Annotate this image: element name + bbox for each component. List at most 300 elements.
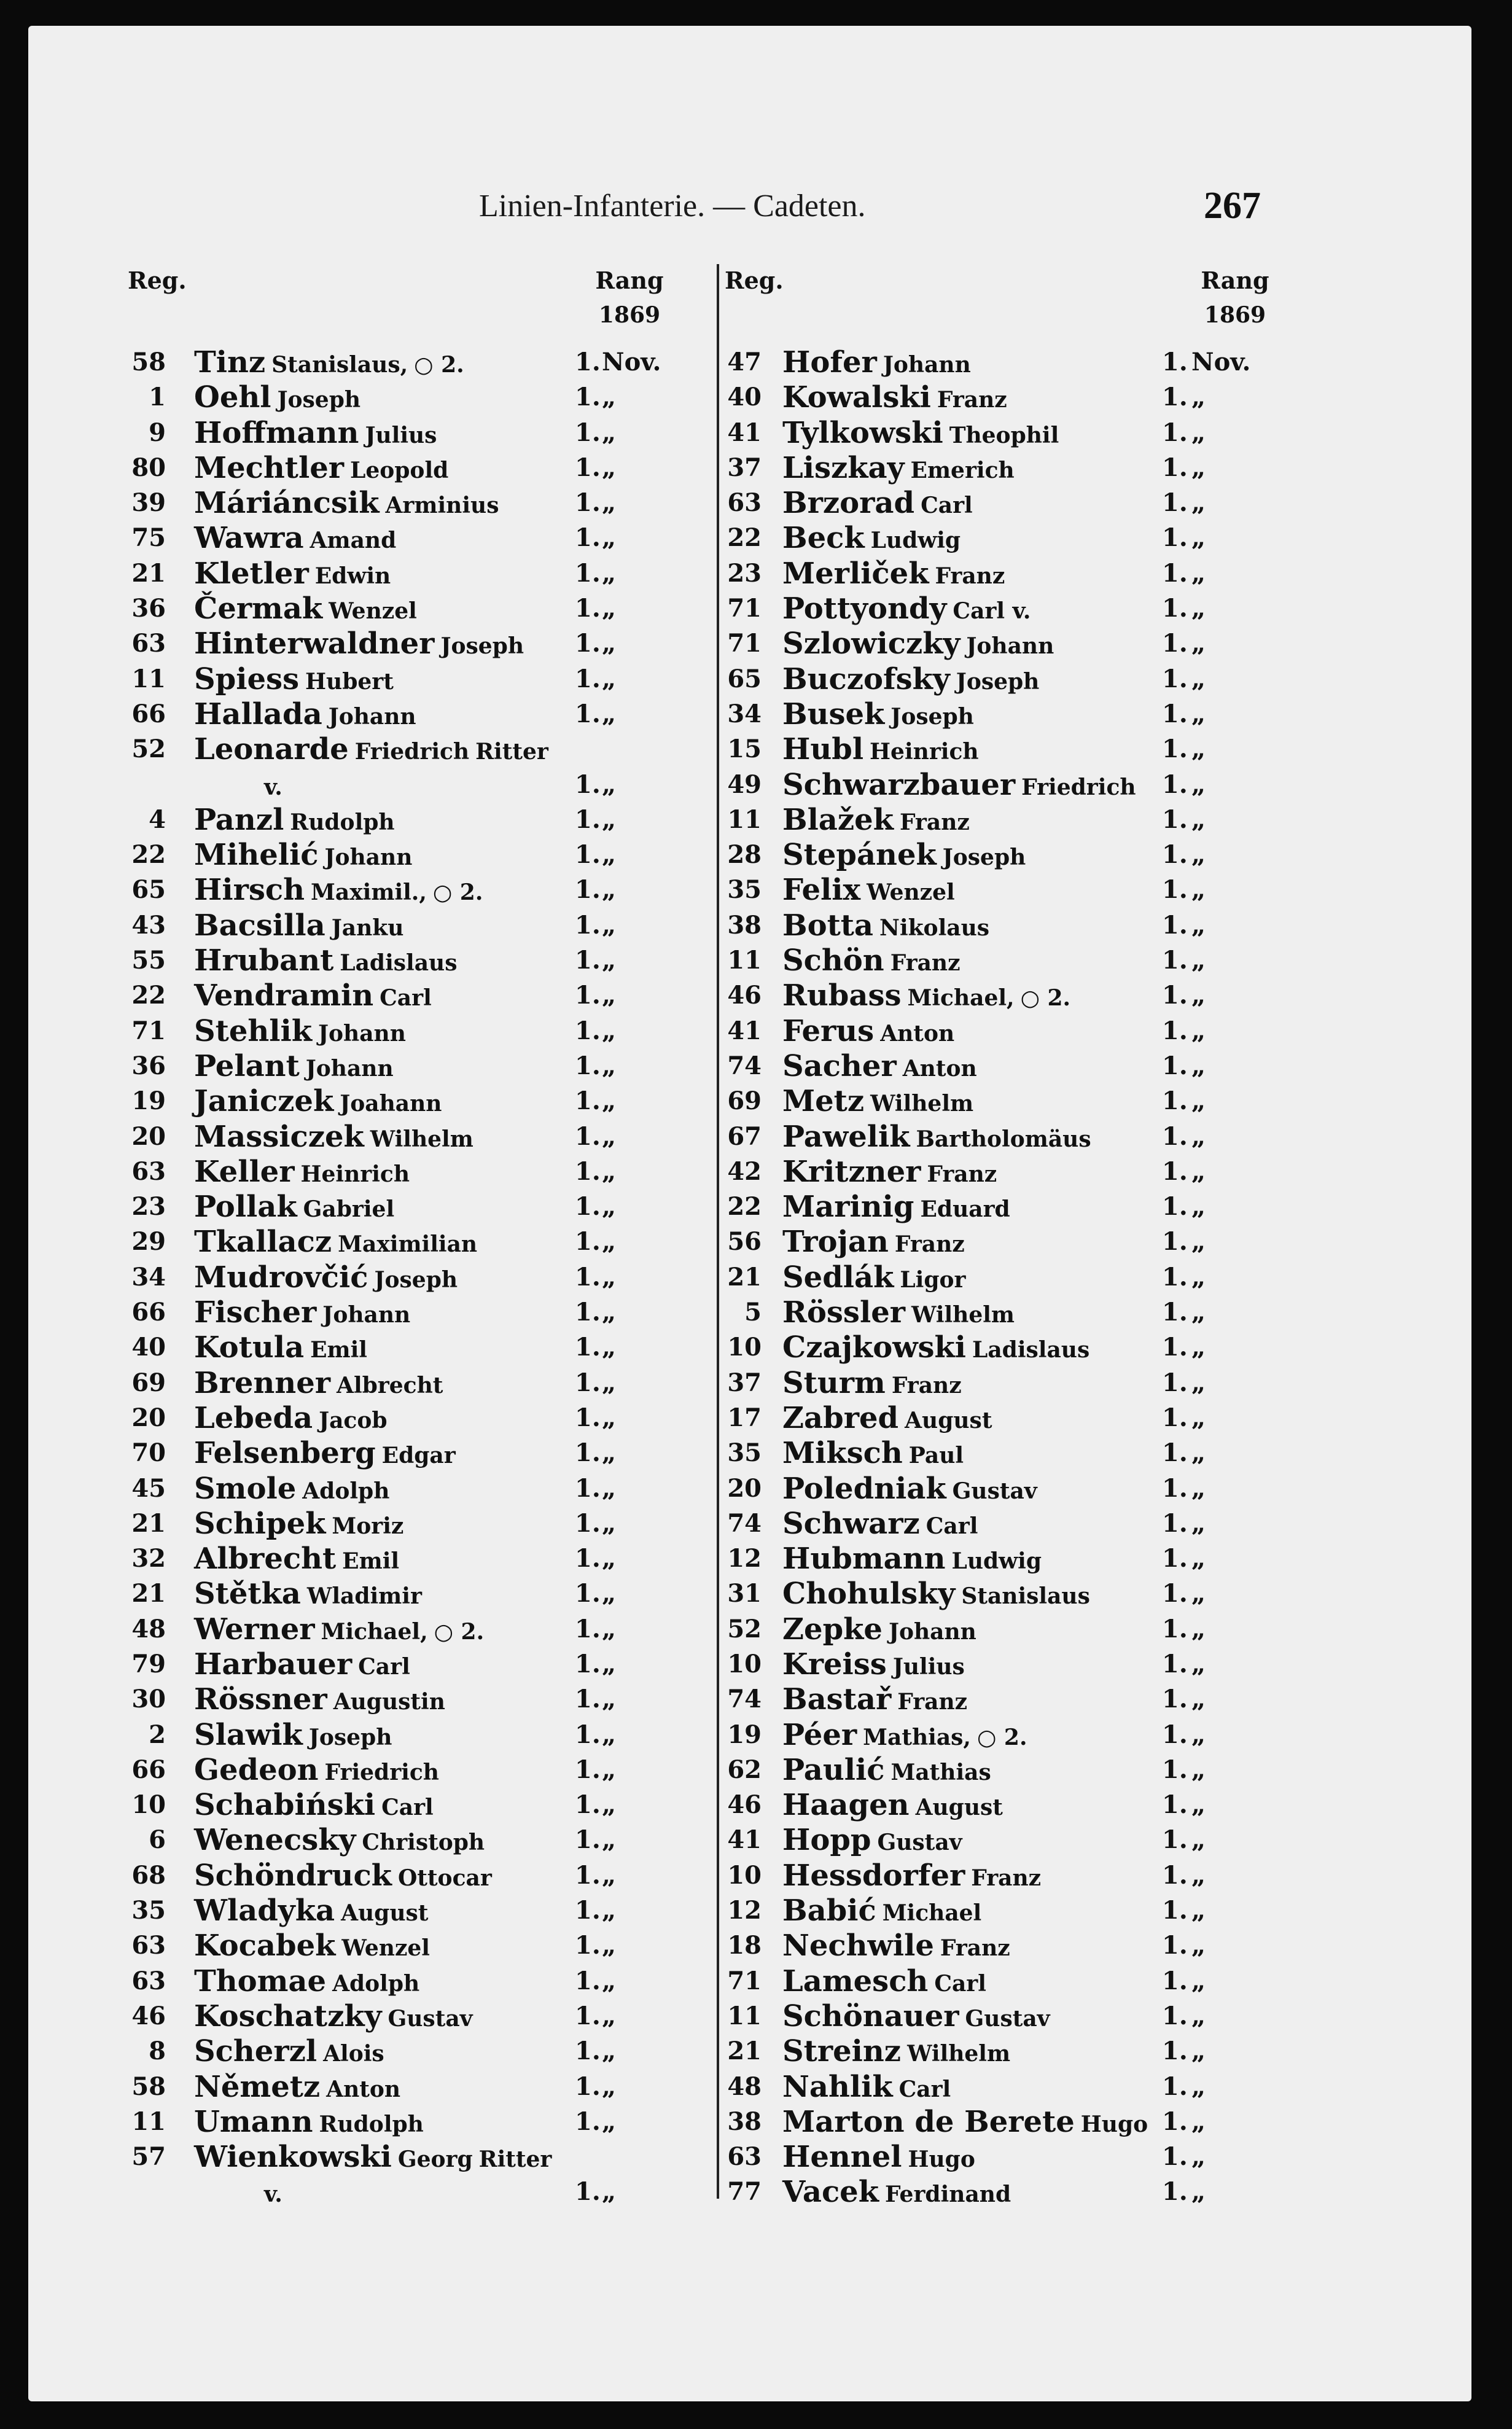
rank-month: „ [1191, 664, 1206, 693]
rank-day: 1. [1162, 1896, 1188, 1925]
given-name: Wilhelm [370, 1126, 473, 1152]
roster-row [723, 591, 1276, 626]
rank-month: „ [1191, 1720, 1206, 1749]
reg-header: Reg. [725, 267, 784, 294]
rank-month: „ [602, 629, 617, 658]
rank-month: „ [1191, 1051, 1206, 1080]
surname: Oehl [194, 380, 271, 415]
rank-month: „ [1191, 1368, 1206, 1397]
surname: Slawik [194, 1717, 303, 1752]
regiment-number: 38 [727, 910, 762, 940]
surname: Mechtler [194, 450, 345, 485]
roster-row [723, 2175, 1276, 2210]
regiment-number: 18 [727, 1931, 762, 1960]
rank-day: 1. [575, 1192, 601, 1222]
rank-month: „ [1191, 1016, 1206, 1045]
regiment-number: 49 [727, 770, 762, 799]
surname: Rössner [194, 1682, 327, 1717]
rank-day: 1. [575, 1896, 601, 1925]
roster-row [723, 1788, 1276, 1823]
rank-day: 1. [1162, 1051, 1188, 1080]
regiment-number: 39 [131, 488, 166, 518]
given-name: Friedrich [324, 1759, 439, 1785]
rank-month: „ [602, 1649, 617, 1678]
surname: Tkallacz [194, 1225, 332, 1260]
roster-row [723, 1682, 1276, 1717]
surname: Trojan [782, 1225, 889, 1260]
given-name: Johann [322, 1302, 411, 1328]
cadet-name [782, 1084, 980, 1118]
name-suffix: ○ 2. [976, 1724, 1027, 1750]
rank-day: 1. [575, 1121, 601, 1151]
surname: Hopp [782, 1823, 871, 1858]
roster-row [723, 1155, 1276, 1190]
regiment-number: 36 [131, 594, 166, 623]
given-name: Rudolph [319, 2111, 424, 2137]
rank-month: „ [1191, 699, 1206, 728]
roster-row [92, 1753, 712, 1788]
surname: Kreiss [782, 1647, 887, 1682]
rank-month: „ [1191, 1156, 1206, 1186]
regiment-number: 22 [131, 840, 166, 870]
given-name: Alois [323, 2041, 384, 2067]
rank-day: 1. [575, 981, 601, 1010]
cadet-name [194, 380, 367, 415]
rank-month: „ [602, 664, 617, 693]
rank-month: „ [1191, 1685, 1206, 1714]
rank-day: 1. [575, 383, 601, 412]
rank-day: 1. [575, 418, 601, 447]
rank-month: „ [1191, 488, 1206, 518]
cadet-name [782, 1330, 1096, 1365]
surname: Nechwile [782, 1928, 934, 1963]
regiment-number: 77 [727, 2177, 762, 2207]
cadet-name [194, 1155, 416, 1189]
given-name: Franz [899, 809, 970, 835]
rank-month: „ [602, 946, 617, 975]
surname: Hirsch [194, 873, 305, 908]
rank-day: 1. [1162, 981, 1188, 1010]
rank-month: „ [1191, 1825, 1206, 1855]
surname: Brenner [194, 1365, 331, 1400]
cadet-name [194, 1260, 464, 1295]
rank-day: 1. [1162, 735, 1188, 764]
rank-day: 1. [575, 1649, 601, 1678]
cadet-name [782, 1295, 1021, 1330]
surname: Janiczek [194, 1084, 334, 1119]
roster-row [723, 626, 1276, 661]
rank-month: „ [602, 383, 617, 412]
rank-day: 1. [1162, 2072, 1188, 2101]
surname: Rubass [782, 978, 902, 1013]
roster-row [723, 1366, 1276, 1401]
regiment-number: 19 [131, 1086, 166, 1116]
cadet-name [194, 978, 438, 1013]
rank-day: 1. [575, 1333, 601, 1362]
surname: Panzl [194, 802, 284, 837]
surname: Poledniak [782, 1471, 946, 1506]
roster-row [723, 1753, 1276, 1788]
regiment-number: 4 [149, 805, 166, 834]
rank-day: 1. [1162, 770, 1188, 799]
regiment-number: 63 [131, 629, 166, 658]
year-header: 1869 [598, 302, 661, 328]
cadet-name [258, 2175, 289, 2209]
surname: Massiczek [194, 1119, 364, 1154]
rang-header: Rang [1201, 267, 1269, 294]
given-name: Carl [381, 1795, 434, 1821]
cadet-name [194, 732, 548, 766]
roster-row [723, 978, 1276, 1013]
regiment-number: 63 [131, 1156, 166, 1186]
given-name: August [915, 1795, 1003, 1821]
given-name: Arminius [385, 493, 499, 519]
regiment-number: 68 [131, 1860, 166, 1890]
rank-month: Nov. [602, 348, 661, 376]
surname: Tylkowski [782, 415, 943, 450]
rank-month: „ [1191, 1931, 1206, 1960]
given-name: Franz [890, 950, 961, 977]
roster-row [92, 943, 712, 978]
cadet-name [194, 1928, 436, 1963]
given-name: Joseph [942, 844, 1026, 871]
cadet-name [782, 908, 996, 943]
rank-day: 1. [1162, 1790, 1188, 1820]
surname: Ferus [782, 1013, 875, 1048]
given-name: Franz [927, 1161, 997, 1187]
surname: Czajkowski [782, 1330, 967, 1365]
given-name: Emil [310, 1337, 367, 1363]
given-name: Johann [305, 1055, 394, 1082]
surname: Nahlik [782, 2069, 893, 2104]
given-name: Joahann [340, 1091, 442, 1117]
regiment-number: 63 [727, 488, 762, 518]
cadet-name [194, 451, 454, 485]
rank-day: 1. [1162, 910, 1188, 940]
surname: Leonarde [194, 732, 349, 767]
rank-month: „ [602, 453, 617, 482]
given-name: Edgar [381, 1443, 456, 1469]
cadet-name [194, 1436, 462, 1470]
cadet-name [782, 1718, 1027, 1752]
cadet-name [194, 1049, 400, 1083]
cadet-name [782, 943, 967, 978]
regiment-number: 10 [727, 1333, 762, 1362]
surname: Szlowiczky [782, 626, 961, 661]
rank-month: „ [1191, 1896, 1206, 1925]
rank-day: 1. [1162, 1860, 1188, 1890]
given-name: Franz [971, 1865, 1042, 1891]
rank-month: „ [602, 770, 617, 799]
cadet-name [782, 1190, 1016, 1224]
given-name: Johann [328, 703, 416, 730]
rank-month: „ [1191, 1121, 1206, 1151]
given-name: Georg [397, 2146, 473, 2173]
regiment-number: 69 [727, 1086, 762, 1116]
given-name: Gustav [952, 1478, 1037, 1504]
roster-row [92, 1472, 712, 1507]
rank-month: „ [1191, 1438, 1206, 1468]
cadet-name [782, 978, 1070, 1013]
rank-day: 1. [575, 1755, 601, 1784]
surname: Stětka [194, 1577, 301, 1612]
rank-day: 1. [575, 1720, 601, 1749]
given-name: August [341, 1900, 429, 1927]
rank-month: „ [1191, 2142, 1206, 2172]
roster-row [92, 662, 712, 697]
rank-month: „ [602, 910, 617, 940]
rank-day: 1. [575, 770, 601, 799]
roster-row [92, 1999, 712, 2034]
rank-day: 1. [575, 1403, 601, 1432]
rank-day: 1. [1162, 1333, 1188, 1362]
given-name: Ludwig [951, 1548, 1042, 1575]
rank-day: 1. [575, 1614, 601, 1643]
cadet-name [782, 556, 1011, 591]
cadet-name [782, 1472, 1043, 1506]
roster-row [92, 1682, 712, 1717]
given-name: Heinrich [870, 739, 979, 765]
surname: Hoffmann [194, 415, 359, 450]
roster-row [723, 1084, 1276, 1119]
cadet-name [194, 486, 505, 520]
roster-row [723, 732, 1276, 767]
roster-row [92, 732, 712, 767]
roster-row [723, 908, 1276, 943]
surname: Hubl [782, 732, 864, 767]
regiment-number: 21 [131, 558, 166, 588]
roster-row [723, 662, 1276, 697]
surname: Stepánek [782, 838, 937, 873]
rank-month: „ [602, 1403, 617, 1432]
rank-day: 1. [1162, 2177, 1188, 2207]
rank-day: 1. [575, 2001, 601, 2030]
regiment-number: 20 [131, 1403, 166, 1432]
roster-row [92, 1718, 712, 1753]
regiment-number: 52 [727, 1614, 762, 1643]
regiment-number: 48 [727, 2072, 762, 2101]
cadet-name [194, 1401, 394, 1435]
roster-row [92, 1225, 712, 1260]
surname: Metz [782, 1084, 865, 1119]
surname: Rössler [782, 1295, 906, 1330]
given-name: Maximil., [311, 879, 427, 906]
rank-day: 1. [575, 1931, 601, 1960]
rank-month: „ [602, 1966, 617, 1995]
roster-row [723, 1893, 1276, 1928]
cadet-name [194, 1120, 480, 1154]
regiment-number: 20 [727, 1473, 762, 1503]
cadet-name [194, 1330, 373, 1365]
cadet-name [782, 1964, 992, 1998]
roster-row [92, 1330, 712, 1365]
cadet-name [194, 943, 463, 978]
rank-day: 1. [1162, 488, 1188, 518]
roster-row [723, 2034, 1276, 2069]
roster-row [723, 416, 1276, 451]
cadet-name [782, 1753, 997, 1787]
surname: Wienkowski [194, 2140, 392, 2175]
rank-month: „ [1191, 770, 1206, 799]
rank-month: „ [602, 1086, 617, 1116]
regiment-number: 15 [727, 735, 762, 764]
rank-month: „ [1191, 594, 1206, 623]
regiment-number: 34 [131, 1262, 166, 1292]
given-name: Rudolph [290, 809, 395, 835]
rank-month: „ [602, 418, 617, 447]
surname: Beck [782, 521, 865, 556]
rank-day: 1. [1162, 1720, 1188, 1749]
cadet-name [782, 380, 1013, 415]
rank-month: „ [1191, 1508, 1206, 1538]
given-name: Gabriel [303, 1196, 395, 1223]
roster-row [723, 768, 1276, 803]
given-name: Michael, [907, 985, 1015, 1012]
regiment-number: 37 [727, 453, 762, 482]
surname: Haagen [782, 1788, 910, 1823]
cadet-name [194, 1190, 400, 1224]
roster-row [723, 380, 1276, 415]
rank-day: 1. [575, 1473, 601, 1503]
surname: Marinig [782, 1190, 914, 1225]
given-name: Gustav [877, 1830, 962, 1856]
regiment-number: 23 [727, 558, 762, 588]
rank-month: „ [1191, 805, 1206, 834]
cadet-name [782, 803, 976, 837]
surname: Zabred [782, 1400, 899, 1435]
roster-row [92, 416, 712, 451]
cadet-name [782, 1647, 971, 1682]
regiment-number: 41 [727, 1825, 762, 1855]
surname: Felix [782, 873, 861, 908]
rank-day: 1. [575, 664, 601, 693]
rank-month: „ [602, 1685, 617, 1714]
given-name: Franz [897, 1689, 968, 1715]
cadet-name [194, 416, 443, 450]
rank-month: „ [1191, 1860, 1206, 1890]
rank-month: „ [1191, 1298, 1206, 1327]
given-name: Mathias, [863, 1724, 971, 1750]
roster-row [92, 1858, 712, 1893]
rank-month: „ [1191, 1579, 1206, 1608]
roster-row [92, 486, 712, 521]
roster-row [723, 1999, 1276, 2034]
surname: Stehlik [194, 1013, 312, 1048]
given-name: Heinrich [300, 1161, 410, 1187]
regiment-number: 20 [131, 1121, 166, 1151]
given-name: Stanislaus, [271, 352, 408, 378]
rank-month: „ [602, 1579, 617, 1608]
surname: Němetz [194, 2069, 321, 2104]
given-name: Adolph [302, 1478, 390, 1504]
cadet-name [782, 732, 985, 766]
regiment-number: 57 [131, 2142, 166, 2172]
regiment-number: 46 [727, 981, 762, 1010]
regiment-number: 65 [131, 875, 166, 905]
roster-row [92, 803, 712, 838]
surname: Umann [194, 2104, 313, 2139]
rank-day: 1. [575, 1298, 601, 1327]
cadet-name [194, 838, 418, 872]
regiment-number: 23 [131, 1192, 166, 1222]
roster-row [723, 1049, 1276, 1084]
roster-row [92, 1084, 712, 1119]
rank-month: „ [1191, 1966, 1206, 1995]
roster-row [723, 1577, 1276, 1612]
roster-row [723, 2140, 1276, 2175]
given-name: Stanislaus [961, 1583, 1090, 1610]
rank-day: 1. [1162, 1403, 1188, 1432]
given-name: Anton [880, 1020, 955, 1047]
cadet-name [194, 1753, 445, 1787]
roster-row [723, 803, 1276, 838]
regiment-number: 10 [727, 1649, 762, 1678]
rank-month: „ [602, 1156, 617, 1186]
regiment-number: 79 [131, 1649, 166, 1678]
regiment-number: 46 [727, 1790, 762, 1820]
rank-month: „ [602, 1051, 617, 1080]
surname: Hallada [194, 696, 322, 731]
left-column [92, 264, 712, 2210]
regiment-number: 71 [131, 1016, 166, 1045]
roster-row [723, 1014, 1276, 1049]
regiment-number: 21 [727, 2037, 762, 2066]
rank-day: 1. [575, 523, 601, 553]
rank-day: 1. [1162, 2142, 1188, 2172]
cadet-name [194, 1718, 398, 1752]
rank-month: „ [602, 1016, 617, 1045]
surname: Sturm [782, 1365, 886, 1400]
rank-month: „ [1191, 2001, 1206, 2030]
surname: Lebeda [194, 1400, 313, 1435]
roster-row [92, 697, 712, 732]
rank-day: 1. [575, 2107, 601, 2136]
surname: Hrubant [194, 943, 334, 978]
regiment-number: 35 [131, 1896, 166, 1925]
roster-row [723, 1401, 1276, 1436]
surname: Merliček [782, 556, 929, 591]
given-name: Franz [940, 1935, 1010, 1962]
rank-day: 1. [575, 1051, 601, 1080]
roster-row [723, 2070, 1276, 2105]
given-name: Hubert [305, 668, 394, 695]
roster-row [92, 1049, 712, 1084]
cadet-name [782, 2034, 1016, 2068]
surname: Hofer [782, 345, 877, 380]
rank-month: „ [1191, 383, 1206, 412]
rank-month: „ [602, 875, 617, 905]
rank-month: „ [1191, 1790, 1206, 1820]
regiment-number: 66 [131, 699, 166, 728]
cadet-name [194, 1295, 416, 1330]
regiment-number: 11 [131, 664, 166, 693]
roster-row [92, 1612, 712, 1647]
rank-day: 1. [1162, 594, 1188, 623]
cadet-name [258, 768, 289, 802]
given-name: Johann [883, 352, 971, 378]
surname: Schwarzbauer [782, 767, 1016, 802]
roster-row [92, 2034, 712, 2069]
roster-row [92, 521, 712, 556]
regiment-number: 19 [727, 1720, 762, 1749]
given-name: Moriz [332, 1513, 404, 1539]
page-title: Linien-Infanterie. — Cadeten. [479, 189, 866, 224]
regiment-number: 74 [727, 1051, 762, 1080]
rank-day: 1. [1162, 1262, 1188, 1292]
regiment-number: 6 [149, 1825, 166, 1855]
rank-day: 1. [1162, 1438, 1188, 1468]
surname: Hessdorfer [782, 1858, 965, 1893]
